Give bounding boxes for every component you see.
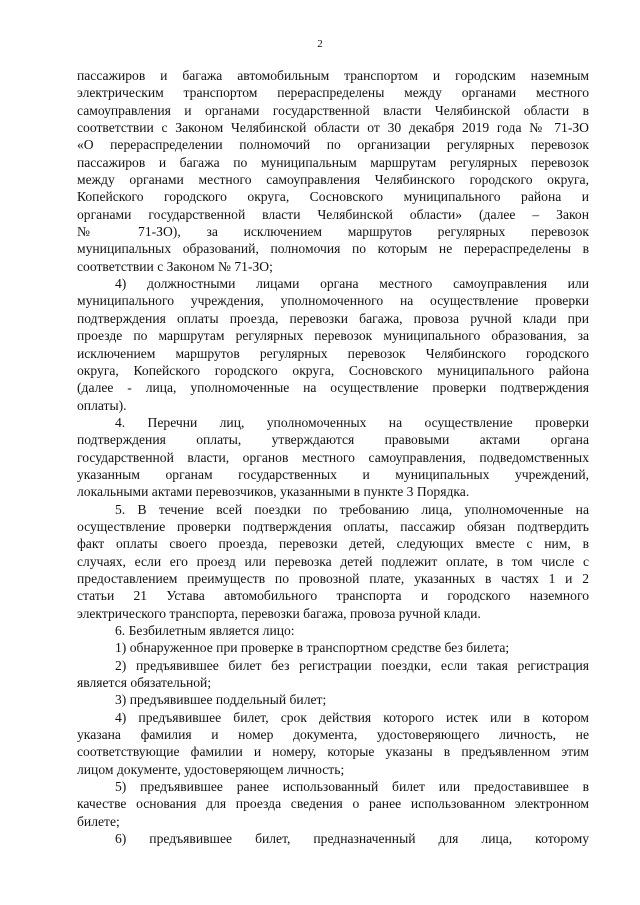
paragraph-line: государственной власти, органов местного самоуправления, подведомственных — [77, 449, 589, 465]
paragraph-line: между органами местного самоуправления Челябинского городского округа, — [77, 172, 589, 188]
paragraph-line: соответствии с Законом Челябинской области от 30 декабря 2019 года № 71-ЗО — [77, 120, 589, 136]
paragraph-line: соответствующие фамилии и номеру, которые указаны в предъявленном этим — [77, 744, 589, 760]
paragraph-line: пассажиров и багажа автомобильным транспортом и городским наземным — [77, 68, 589, 83]
paragraph-line: пассажиров и багажа по муниципальным маршрутам регулярных перевозок — [77, 154, 589, 170]
paragraph-line: Копейского городского округа, Сосновского муниципального района и — [77, 189, 589, 205]
paragraph-line: указана фамилия и номер документа, удостоверяющего личность, не — [77, 727, 589, 743]
paragraph-line: качестве основания для проезда сведения о ранее использованном электронном — [77, 796, 589, 812]
paragraph-line: 3) предъявившее поддельный билет; — [115, 692, 327, 708]
paragraph-line: случаях, если его проезд или перевозка детей подлежит оплате, в том числе с — [77, 553, 589, 569]
document-body — [77, 67, 589, 847]
paragraph-line: «О перераспределении полномочий по организации регулярных перевозок — [77, 137, 589, 153]
paragraph-line: проезде по маршрутам регулярных перевозок муниципального образования, за — [77, 328, 589, 344]
paragraph-line: 1) обнаруженное при проверке в транспортном средстве без билета; — [115, 640, 510, 656]
paragraph-line: округа, Копейского городского округа, Сосновского муниципального района — [77, 362, 589, 378]
paragraph-line: статьи 21 Устава автомобильного транспорта и городского наземного — [77, 588, 589, 604]
paragraph-line: исключением маршрутов регулярных перевозок Челябинского городского — [77, 345, 589, 361]
paragraph-line: муниципального учреждения, уполномоченного на осуществление проверки — [77, 293, 589, 309]
paragraph-line: оплаты). — [77, 397, 127, 413]
paragraph-line: органами государственной власти Челябинской области» (далее – Закон — [77, 206, 589, 222]
paragraph-line: электрическим транспортом перераспределены между органами местного — [77, 85, 589, 101]
paragraph-line: подтверждения оплаты проезда, перевозки багажа, провоза ручной клади при — [77, 310, 589, 326]
paragraph-line: предоставлением преимуществ по провозной плате, указанных в частях 1 и 2 — [77, 570, 589, 586]
paragraph-line: 5. В течение всей поездки по требованию лица, уполномоченные на — [115, 501, 589, 517]
paragraph-line: (далее - лица, уполномоченные на осуществление проверки подтверждения — [77, 380, 589, 396]
paragraph-line: соответствии с Законом № 71-ЗО; — [77, 258, 273, 274]
paragraph-line: 6) предъявившее билет, предназначенный для лица, которому — [115, 831, 589, 847]
paragraph-line: факт оплаты своего проезда, перевозки детей, следующих вместе с ним, в — [77, 536, 589, 552]
paragraph-line: № 71-ЗО), за исключением маршрутов регулярных перевозок — [77, 224, 589, 240]
paragraph-line: билете; — [77, 813, 120, 829]
paragraph-line: муниципальных образований, полномочия по которым не перераспределены в — [77, 241, 589, 257]
paragraph-line: самоуправления и органами государственной власти Челябинской области в — [77, 102, 589, 118]
paragraph-line: 5) предъявившее ранее использованный билет или предоставившее в — [115, 779, 589, 795]
paragraph-line: 4. Перечни лиц, уполномоченных на осуществление проверки — [115, 414, 589, 430]
paragraph-line: лицом документе, удостоверяющем личность; — [77, 761, 345, 777]
paragraph-line: 6. Безбилетным является лицо: — [115, 623, 295, 638]
paragraph-line: является обязательной; — [77, 675, 212, 691]
paragraph-line: 4) должностными лицами органа местного самоуправления или — [115, 276, 589, 292]
paragraph-line: электрического транспорта, перевозки багажа, провоза ручной клади. — [77, 605, 481, 621]
paragraph-line: подтверждения оплаты, утверждаются правовыми актами органа — [77, 432, 589, 448]
paragraph-line: 2) предъявившее билет без регистрации поездки, если такая регистрация — [115, 657, 589, 673]
paragraph-line: локальными актами перевозчиков, указанными в пункте 3 Порядка. — [77, 484, 470, 500]
paragraph-line: указанным органам государственных и муниципальных учреждений, — [77, 466, 589, 482]
paragraph-line: 4) предъявившее билет, срок действия которого истек или в котором — [115, 709, 589, 725]
paragraph-line: осуществление проверки подтверждения оплаты, пассажир обязан подтвердить — [77, 518, 589, 534]
page-number: 2 — [317, 38, 323, 50]
